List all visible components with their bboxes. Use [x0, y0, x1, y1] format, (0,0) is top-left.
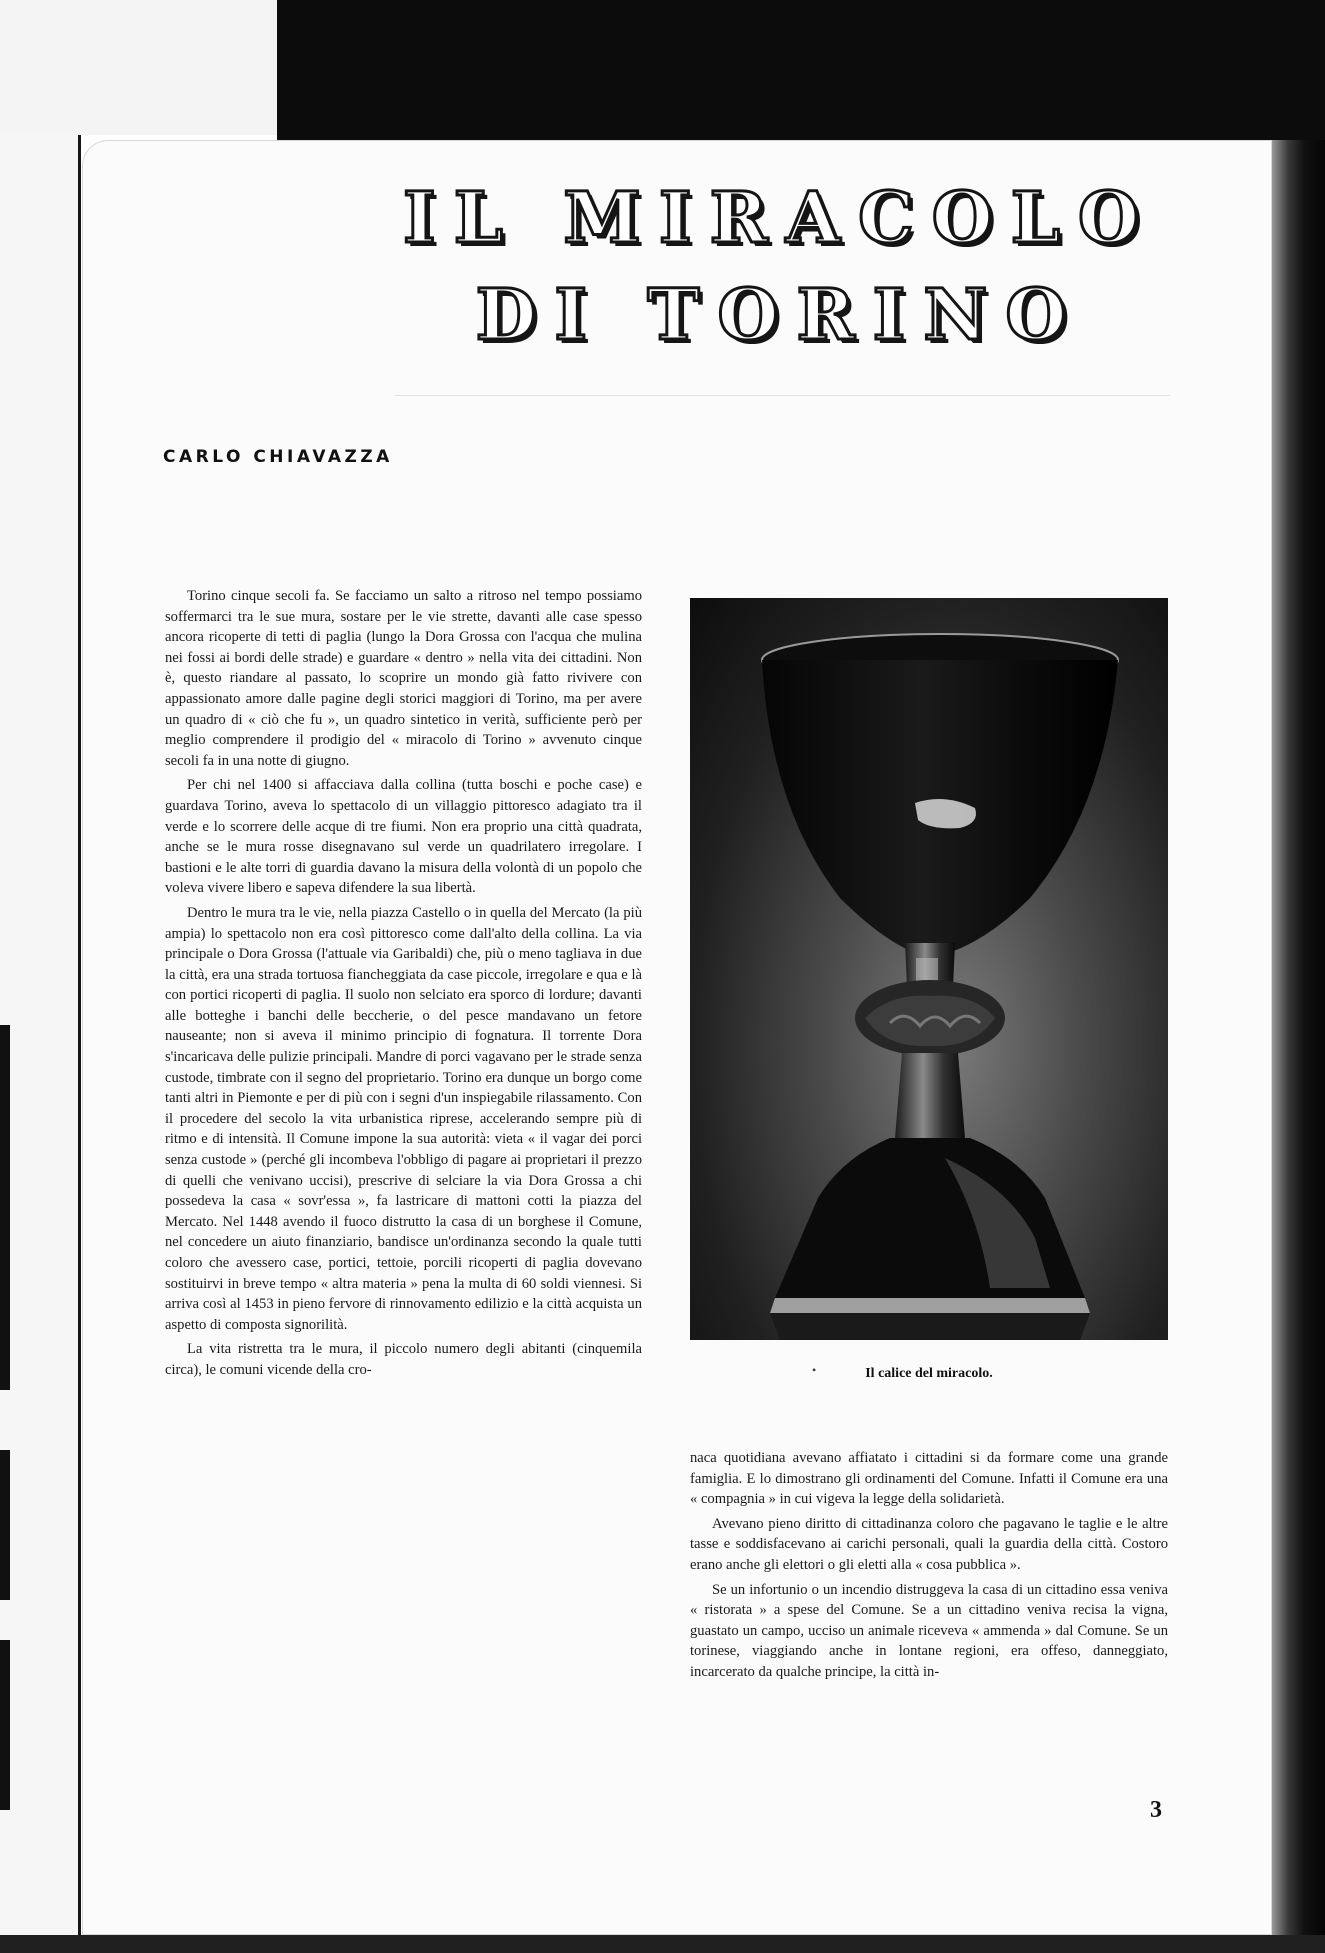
article-title-line-1: IL MIRACOLO	[403, 176, 1157, 259]
scan-adjacent-page	[0, 135, 81, 1953]
article-author: CARLO CHIAVAZZA	[163, 447, 393, 467]
paragraph: Se un infortunio o un incendio distruggeva la casa di un cittadino essa veniva « ristorata » a spese del Comune. Se a un cittadino veniva recisa la vigna, guastato un campo, ucciso un animale riceveva « ammenda » dal Comune. Se un torinese, viaggiando anche in lontane regioni, era offeso, danneggiato, incarcerato da qualche principe, la città in-	[690, 1581, 1168, 1680]
scan-margin-top-left	[0, 0, 277, 135]
scan-edge-mark	[0, 1450, 10, 1600]
paragraph: Per chi nel 1400 si affacciava dalla collina (tutta boschi e poche case) e guardava Torino, aveva lo spettacolo di un villaggio pittoresco adagiato tra il verde e lo scorrere delle acque di tre fiumi. Non era proprio una città quadrata, anche se le mura rosse disegnavano sul verde un quadrilatero irregolare. I bastioni e le alte torri di guardia davano la misura della volontà di un popolo che voleva vivere libero e sapeva difendere la sua libertà.	[165, 777, 642, 897]
scan-margin-top	[277, 0, 1325, 150]
paragraph: Torino cinque secoli fa. Se facciamo un salto a ritroso nel tempo possiamo soffermarci tra le sue mura, sostare per le vie strette, davanti alle case spesso ancora ricoperte di tetti di paglia (lungo la Dora Grossa con l'acqua che mulina nei fossi ai bordi delle strade) e guardare « dentro » nella vita dei cittadini. Non è, questo riandare al passato, lo scoprire un mondo già fatto rivivere con appassionato amore dalle pagine degli storici maggiori di Torino, ma per avere un quadro di « ciò che fu », un quadro sintetico in verità, sufficiente però per meglio comprendere il prodigio del « miracolo di Torino » avvenuto cinque secoli fa in una notte di giugno.	[165, 588, 642, 769]
scan-margin-right	[1272, 140, 1325, 1953]
article-column-right	[690, 1448, 1168, 1683]
paragraph: Avevano pieno diritto di cittadinanza coloro che pagavano le taglie e le altre tasse e soddisfacevano ai carichi personali, quali la guardia della città. Costoro erano anche gli elettori o gli eletti alla « cosa pubblica ».	[690, 1515, 1168, 1573]
photo-caption: Il calice del miracolo.	[865, 1366, 993, 1381]
page-number: 3	[1150, 1797, 1162, 1823]
scan-edge-mark	[0, 1640, 10, 1810]
chalice-photo	[690, 598, 1168, 1340]
article-column-left	[165, 586, 642, 1381]
article-title-line-2: DI TORINO	[475, 273, 1085, 356]
caption-bullet: •	[812, 1363, 817, 1377]
paragraph: Dentro le mura tra le vie, nella piazza Castello o in quella del Mercato (la più ampia) lo spettacolo non era così pittoresco come dall'alto della collina. La via principale o Dora Grossa (l'attuale via Garibaldi) che, più o meno tagliava in due la città, era una strada tortuosa fiancheggiata da case piccole, irregolare e qua e là con portici ricoperti di paglia. Il suolo non selciato era sporco di lordure; davanti alle botteghe i banchi delle beccherie, o del pesce mandavano un fetore nauseante; non si aveva il minimo principio di fognatura. Il torrente Dora s'incaricava delle pulizie principali. Mandre di porci vagavano per le strade senza custode, timbrate con il segno del proprietario. Torino era dunque un borgo come tanti altri in Piemonte e per di più con i segni d'un inspiegabile rilassamento. Con il procedere del secolo la vita urbanistica riprese, accelerando sempre più di ritmo e di intensità. Il Comune impone la sua autorità: vieta « il vagar dei porci senza custode » (perché gli incombeva l'obbligo di pagare ai proprietari il prezzo di quelli che venivano uccisi), prescrive di selciare la via Dora Grossa a chi possedeva la casa « sovr'essa », fa lastricare di mattoni cotti la piazza del Mercato. Nel 1448 avendo il fuoco distrutto la casa di un borghese il Comune, nel concedere un aiuto finanziario, bandisce un'ordinanza secondo la quale tutti coloro che avessero case, portici, tettoie, porcili ricoperti di paglia dovevano sostituirvi in breve tempo « altra materia » pena la multa di 60 soldi viennesi. Si arriva così al 1453 in pieno fervore di rinnovamento edilizio e la città acquista un aspetto di composta signorilità.	[165, 904, 642, 1333]
paragraph: naca quotidiana avevano affiatato i cittadini si da formare come una grande famiglia. E lo dimostrano gli ordinamenti del Comune. Infatti il Comune era una « compagnia » in cui vigeva la legge della solidarietà.	[690, 1450, 1168, 1508]
chalice-illustration	[690, 598, 1168, 1340]
scan-edge-mark	[0, 1025, 10, 1390]
paragraph: La vita ristretta tra le mura, il piccolo numero degli abitanti (cinquemila circa), le comuni vicende della cro-	[165, 1341, 642, 1378]
title-divider	[395, 395, 1170, 396]
scan-margin-bottom	[0, 1935, 1325, 1953]
